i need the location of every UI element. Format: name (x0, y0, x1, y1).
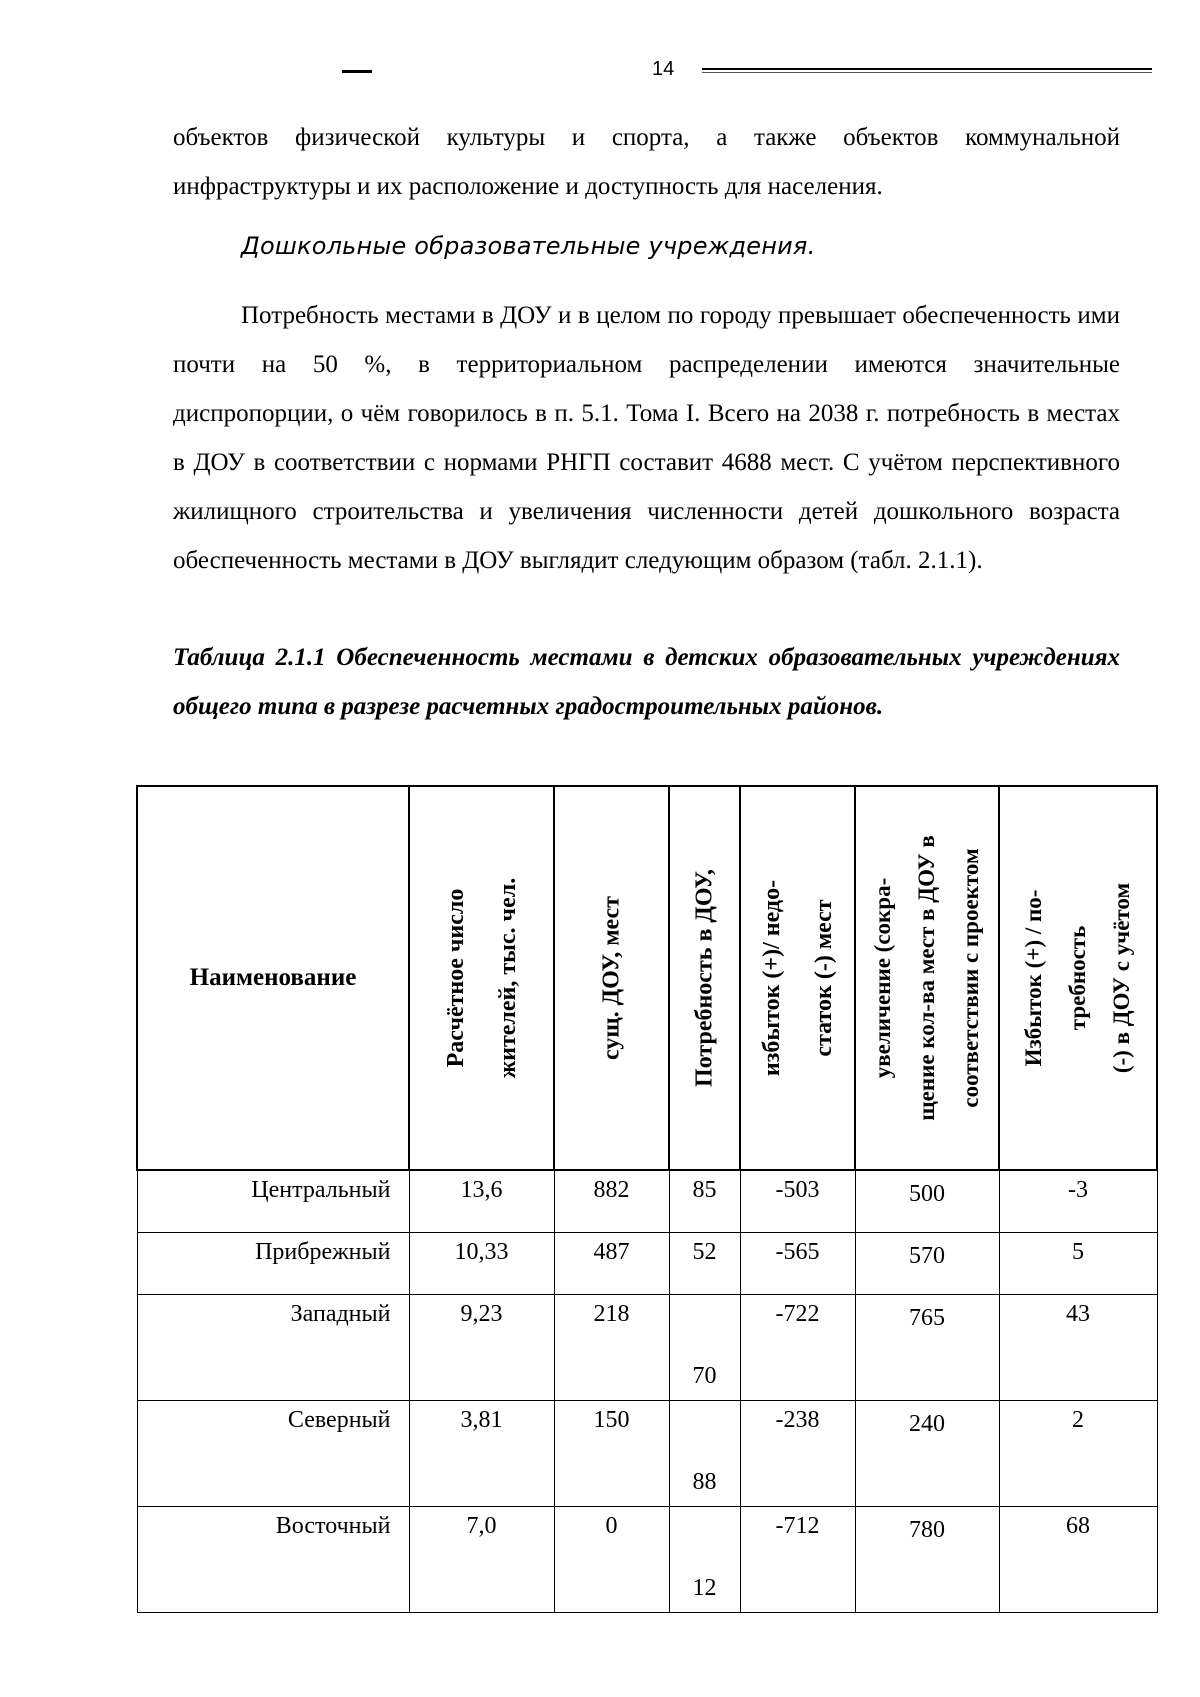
header-existing (554, 786, 669, 1170)
cell-surplus: -503 (740, 1170, 855, 1233)
cell-name: Восточный (137, 1507, 409, 1613)
intro-paragraph: объектов физической культуры и спорта, а также объектов коммунальной инфраструктуры и их расположение и доступность для населения. (173, 124, 1120, 200)
cell-existing: 218 (554, 1295, 669, 1401)
header-result-line3: (-) в ДОУ с учётом (1109, 882, 1134, 1074)
table-row (137, 1170, 1157, 1233)
header-name: Наименование (137, 786, 409, 1170)
cell-change: 500 (855, 1170, 999, 1233)
header-need-line1: Потребность в ДОУ, (691, 869, 717, 1087)
header-change (855, 786, 999, 1170)
cell-existing: 882 (554, 1170, 669, 1233)
header-surplus-line2: статок (-) мест (810, 899, 837, 1057)
header-rule (702, 68, 1152, 70)
cell-population: 9,23 (409, 1295, 554, 1401)
header-change-line2: щение кол-ва мест в ДОУ в (914, 835, 939, 1121)
cell-existing: 487 (554, 1233, 669, 1295)
header-result-line1: Избыток (+) / по- (1021, 889, 1046, 1067)
header-change-line3: соответствии с проектом (958, 848, 983, 1108)
header-rule-shadow (702, 72, 1152, 73)
cell-surplus: -722 (740, 1295, 855, 1401)
provision-table (136, 785, 1158, 1613)
cell-population: 10,33 (409, 1233, 554, 1295)
cell-surplus: -565 (740, 1233, 855, 1295)
table-caption: Таблица 2.1.1 Обеспеченность местами в детских образовательных учреждениях общего типа в разрезе расчетных градостроительных районов. (173, 644, 1120, 720)
header-surplus (740, 786, 855, 1170)
cell-result: 68 (999, 1507, 1157, 1613)
cell-surplus: -238 (740, 1401, 855, 1507)
table-header-row (137, 786, 1157, 1170)
cell-need: 85 (669, 1170, 740, 1233)
cell-need: 12 (669, 1507, 740, 1613)
section-heading: Дошкольные образовательные учреждения. (241, 232, 816, 260)
header-need (669, 786, 740, 1170)
cell-result: 2 (999, 1401, 1157, 1507)
cell-change: 240 (855, 1401, 999, 1507)
cell-need: 52 (669, 1233, 740, 1295)
cell-name: Западный (137, 1295, 409, 1401)
header-population (409, 786, 554, 1170)
header-dash (342, 70, 372, 73)
cell-name: Северный (137, 1401, 409, 1507)
header-population-line2: жителей, тыс. чел. (494, 877, 521, 1079)
table-row (137, 1401, 1157, 1507)
cell-population: 3,81 (409, 1401, 554, 1507)
table-row (137, 1295, 1157, 1401)
table-row (137, 1233, 1157, 1295)
header-change-line1: увеличение (сокра- (870, 877, 895, 1079)
header-surplus-line1: избыток (+)/ недо- (758, 879, 785, 1077)
cell-need: 88 (669, 1401, 740, 1507)
body-paragraph: Потребность местами в ДОУ и в целом по городу превышает обеспеченность ими почти на 50 %, в территориальном распределении имеются значительные диспропорции, о чём говорилось в п. 5.1. Тома I. Всего на 2038 г. потребность в местах в ДОУ в соответствии с нормами РНГП составит 4688 мест. С учётом перспективного жилищного строительства и увеличения численности детей дошкольного возраста обеспеченность местами в ДОУ выглядит следующим образом (табл. 2.1.1). (173, 302, 1120, 574)
cell-surplus: -712 (740, 1507, 855, 1613)
cell-result: 5 (999, 1233, 1157, 1295)
cell-change: 780 (855, 1507, 999, 1613)
cell-result: 43 (999, 1295, 1157, 1401)
header-population-line1: Расчётное число (442, 888, 469, 1068)
header-result-line2: требность (1065, 925, 1090, 1031)
cell-name: Прибрежный (137, 1233, 409, 1295)
cell-population: 13,6 (409, 1170, 554, 1233)
header-existing-line1: сущ. ДОУ, мест (598, 896, 624, 1060)
cell-change: 765 (855, 1295, 999, 1401)
cell-need: 70 (669, 1295, 740, 1401)
header-result (999, 786, 1157, 1170)
cell-existing: 0 (554, 1507, 669, 1613)
cell-population: 7,0 (409, 1507, 554, 1613)
cell-result: -3 (999, 1170, 1157, 1233)
cell-existing: 150 (554, 1401, 669, 1507)
table-row (137, 1507, 1157, 1613)
cell-name: Центральный (137, 1170, 409, 1233)
page-number: 14 (652, 58, 675, 80)
cell-change: 570 (855, 1233, 999, 1295)
